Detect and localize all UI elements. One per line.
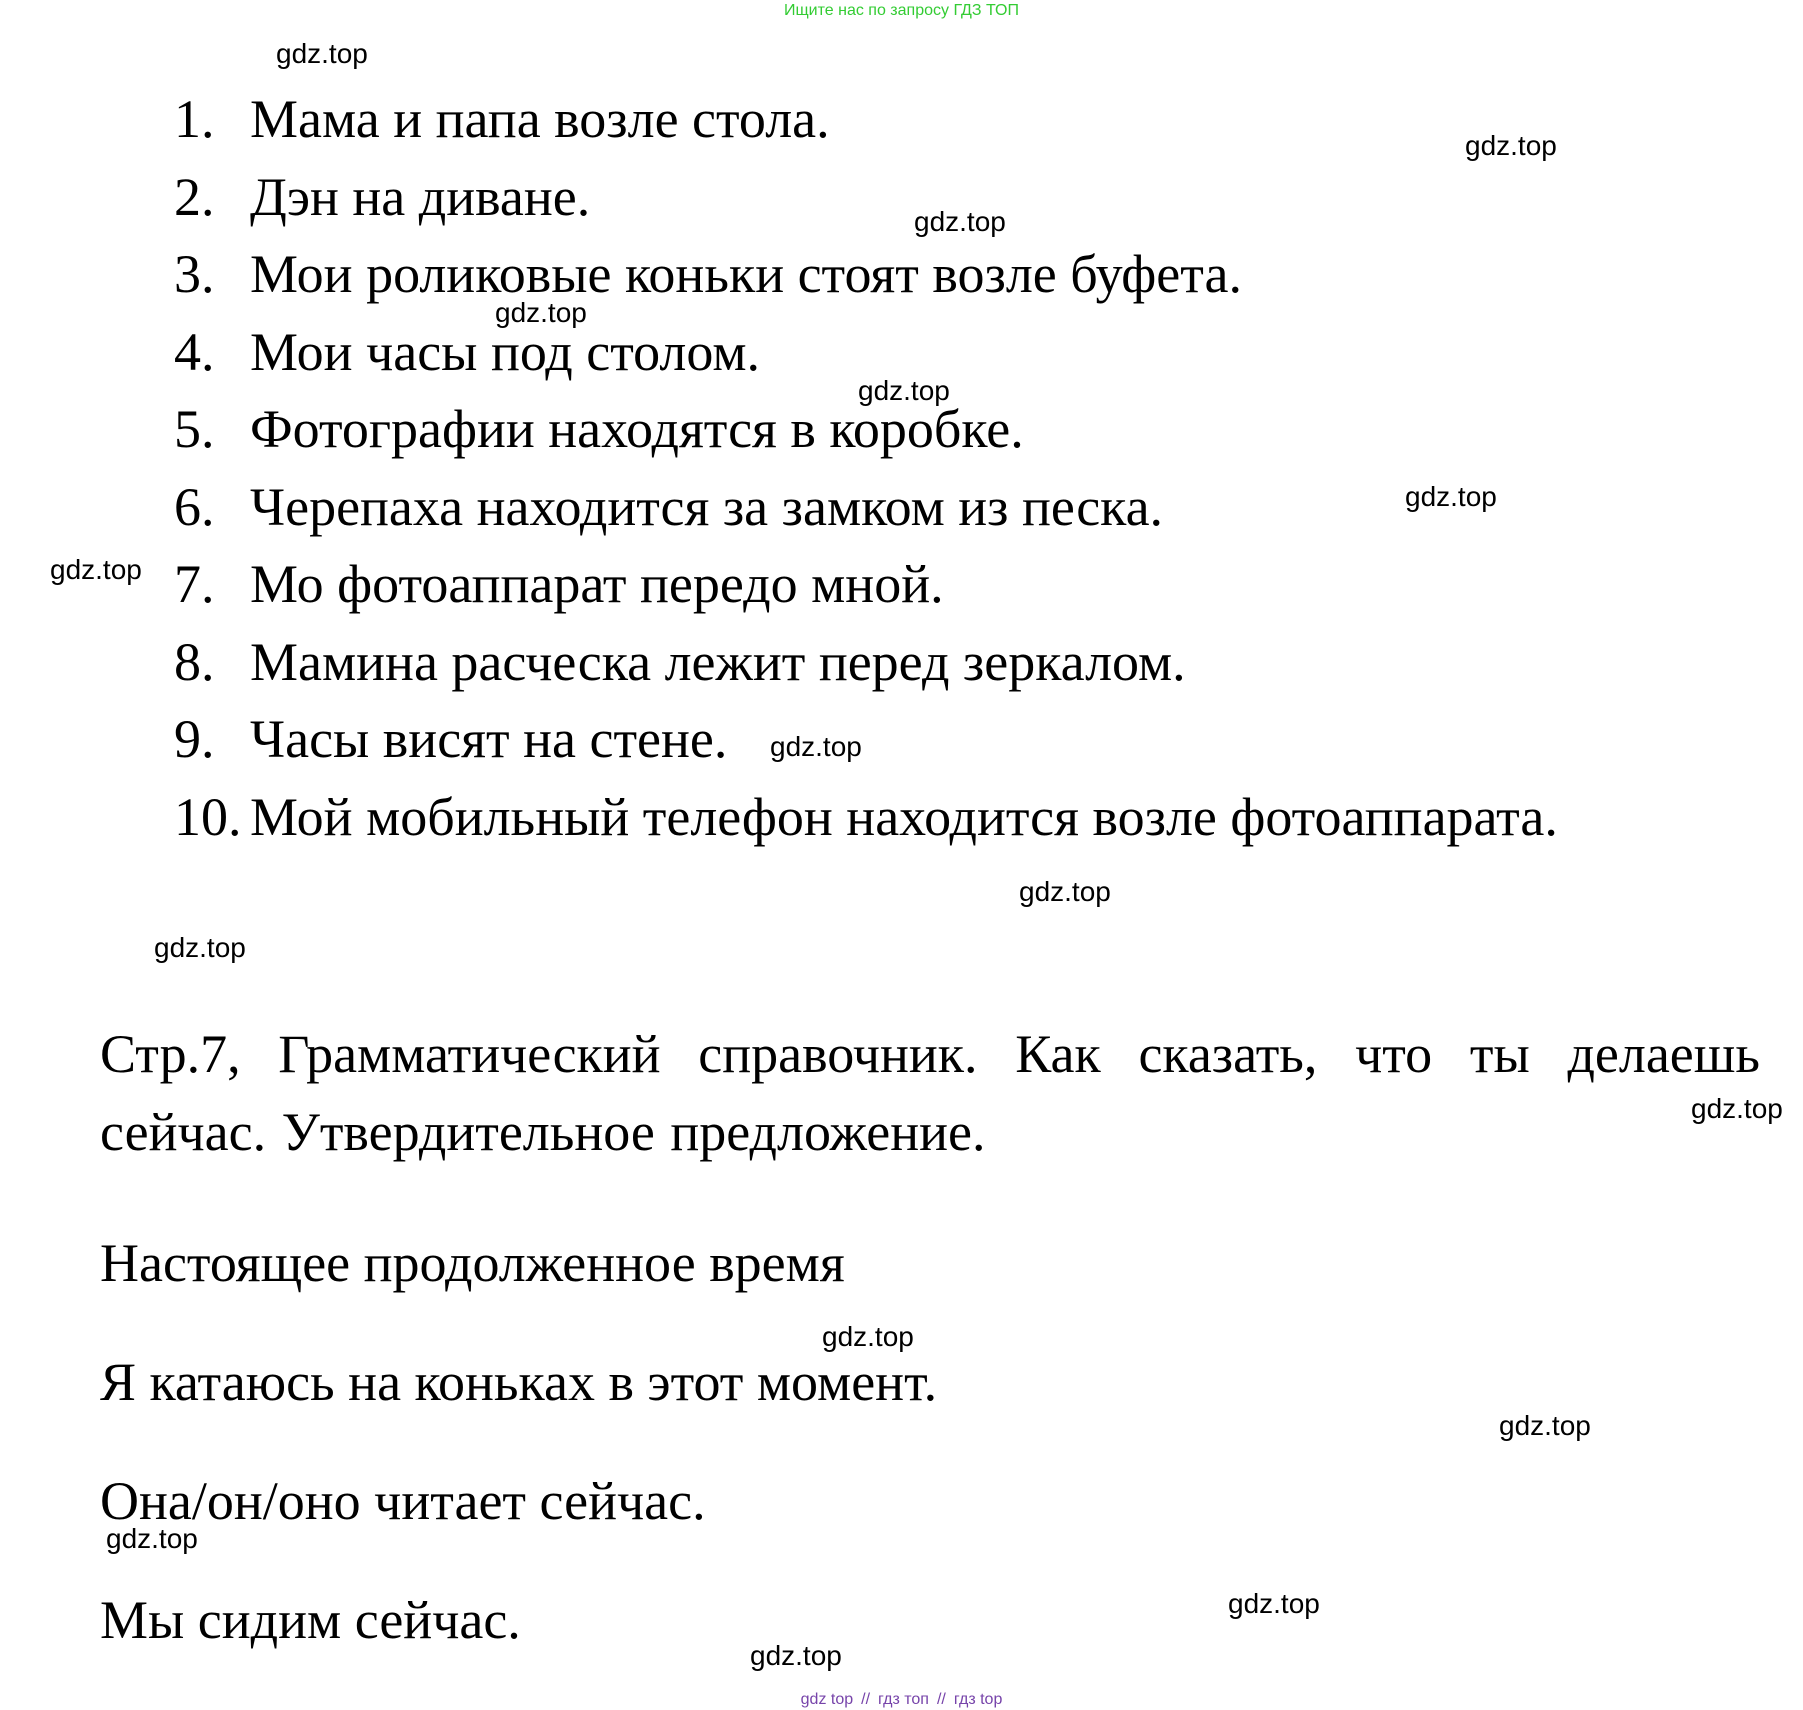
example-sentence-2: Она/он/оно читает сейчас.	[100, 1471, 706, 1531]
watermark: gdz.top	[1499, 1410, 1591, 1441]
watermark: gdz.top	[1691, 1093, 1783, 1124]
answer-item-10	[174, 784, 1558, 862]
footer-links	[0, 1690, 1803, 1710]
answer-item-1	[174, 86, 1558, 164]
watermark: gdz.top	[495, 297, 587, 328]
answer-text: Мо фотоаппарат передо мной.	[250, 554, 944, 614]
watermark: gdz.top	[1465, 130, 1557, 161]
tense-title: Настоящее продолженное время	[100, 1233, 845, 1293]
answer-text: Мама и папа возле стола.	[250, 89, 830, 149]
answer-item-3	[174, 241, 1558, 319]
answer-item-2	[174, 164, 1558, 242]
watermark: gdz.top	[914, 206, 1006, 237]
watermark: gdz.top	[154, 932, 246, 963]
watermark: gdz.top	[1405, 481, 1497, 512]
footer-separator: //	[936, 1691, 946, 1708]
footer-link-gdz-top[interactable]: gdz top	[800, 1691, 854, 1708]
answer-number: 3.	[174, 244, 215, 304]
example-sentence-3: Мы сидим сейчас.	[100, 1590, 521, 1650]
answer-text: Часы висят на стене.	[250, 709, 728, 769]
watermark: gdz.top	[822, 1321, 914, 1352]
answer-number: 5.	[174, 399, 215, 459]
answer-number: 7.	[174, 554, 215, 614]
example-sentence-1: Я катаюсь на коньках в этот момент.	[100, 1352, 938, 1412]
watermark: gdz.top	[276, 38, 368, 69]
watermark: gdz.top	[750, 1640, 842, 1671]
answer-list	[174, 86, 1558, 861]
answer-item-6	[174, 474, 1558, 552]
watermark: gdz.top	[770, 731, 862, 762]
answer-text: Черепаха находится за замком из песка.	[250, 476, 1164, 537]
top-banner: Ищите нас по запросу ГДЗ ТОП	[784, 2, 1019, 19]
watermark: gdz.top	[106, 1523, 198, 1554]
watermark: gdz.top	[858, 375, 950, 406]
answer-number: 2.	[174, 166, 215, 227]
answer-number: 1.	[174, 89, 215, 149]
answer-number: 8.	[174, 631, 215, 692]
grammar-heading: Стр.7, Грамматический справочник. Как сказать, что ты делаешь сейчас. Утвердительное предложение.	[100, 1024, 1760, 1162]
watermark: gdz.top	[1228, 1588, 1320, 1619]
answer-item-8	[174, 629, 1558, 707]
footer-separator: //	[861, 1691, 871, 1708]
answer-text: Мои роликовые коньки стоят возле буфета.	[250, 244, 1242, 304]
answer-item-5	[174, 396, 1558, 474]
answer-text: Мамина расческа лежит перед зеркалом.	[250, 631, 1186, 692]
answer-item-7	[174, 551, 1558, 629]
footer-link-gdz-top-ru[interactable]: гдз топ	[878, 1691, 929, 1708]
answer-text: Мои часы под столом.	[250, 321, 760, 382]
answer-number: 4.	[174, 321, 215, 382]
answer-item-9	[174, 706, 1558, 784]
answer-number: 9.	[174, 709, 215, 769]
answer-text: Фотографии находятся в коробке.	[250, 399, 1024, 459]
footer-link-gdz-top-mixed[interactable]: гдз top	[953, 1691, 1003, 1708]
answer-number: 6.	[174, 476, 215, 537]
watermark: gdz.top	[1019, 876, 1111, 907]
watermark: gdz.top	[50, 554, 142, 585]
answer-text: Мой мобильный телефон находится возле фотоаппарата.	[250, 786, 1558, 847]
answer-text: Дэн на диване.	[250, 166, 591, 227]
answer-number: 10.	[174, 786, 242, 847]
